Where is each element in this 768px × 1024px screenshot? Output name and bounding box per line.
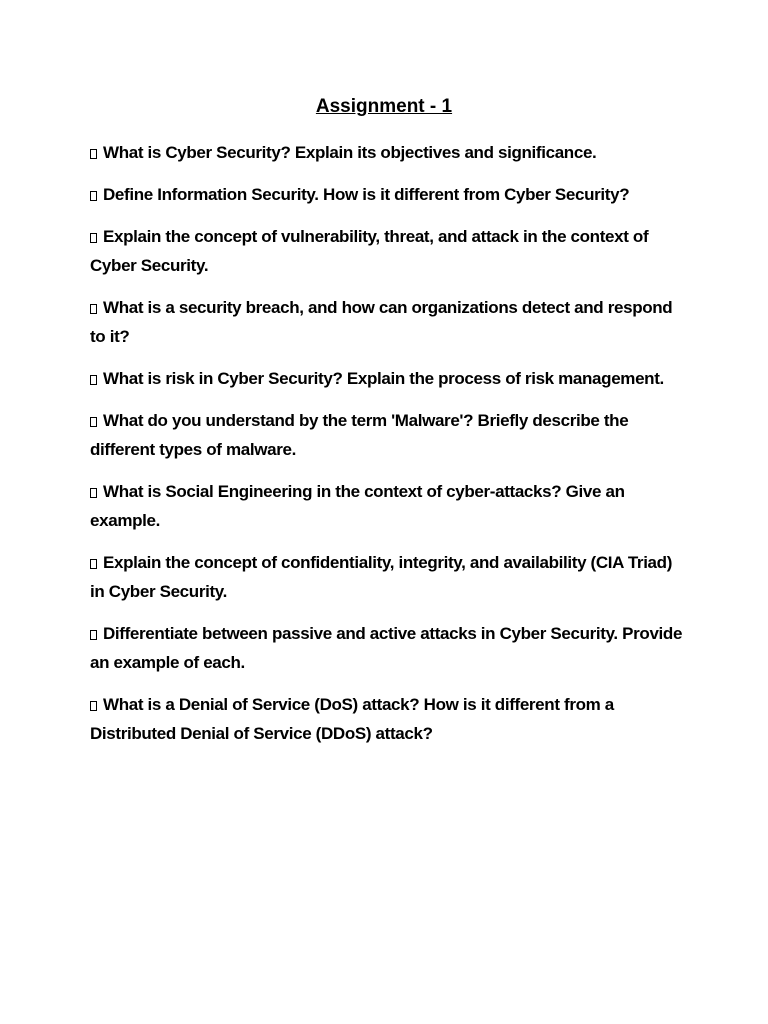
question-text: What is a security breach, and how can organizations detect and respond to it?	[90, 298, 673, 346]
missing-glyph-icon	[90, 701, 97, 711]
page-title: Assignment - 1	[315, 96, 453, 117]
list-item	[90, 180, 690, 209]
list-item	[90, 690, 690, 748]
list-item	[90, 406, 690, 464]
list-item	[90, 293, 690, 351]
question-text: What do you understand by the term 'Malware'? Briefly describe the different types of malware.	[90, 411, 629, 459]
question-text: Differentiate between passive and active attacks in Cyber Security. Provide an example of each.	[90, 624, 683, 672]
missing-glyph-icon	[90, 417, 97, 427]
missing-glyph-icon	[90, 559, 97, 569]
question-text: Define Information Security. How is it different from Cyber Security?	[103, 185, 630, 204]
question-text: What is Cyber Security? Explain its objectives and significance.	[103, 143, 597, 162]
missing-glyph-icon	[90, 375, 97, 385]
list-item	[90, 138, 690, 167]
missing-glyph-icon	[90, 304, 97, 314]
missing-glyph-icon	[90, 488, 97, 498]
question-text: Explain the concept of vulnerability, threat, and attack in the context of Cyber Security.	[90, 227, 649, 275]
missing-glyph-icon	[90, 630, 97, 640]
question-text: What is Social Engineering in the context of cyber-attacks? Give an example.	[90, 482, 625, 530]
question-text: What is risk in Cyber Security? Explain the process of risk management.	[103, 369, 664, 388]
question-list	[90, 138, 690, 761]
missing-glyph-icon	[90, 149, 97, 159]
list-item	[90, 222, 690, 280]
list-item	[90, 364, 690, 393]
list-item	[90, 477, 690, 535]
list-item	[90, 619, 690, 677]
list-item	[90, 548, 690, 606]
question-text: What is a Denial of Service (DoS) attack? How is it different from a Distributed Denial of Service (DDoS) attack?	[90, 695, 614, 743]
missing-glyph-icon	[90, 191, 97, 201]
question-text: Explain the concept of confidentiality, integrity, and availability (CIA Triad) in Cyber Security.	[90, 553, 673, 601]
missing-glyph-icon	[90, 233, 97, 243]
